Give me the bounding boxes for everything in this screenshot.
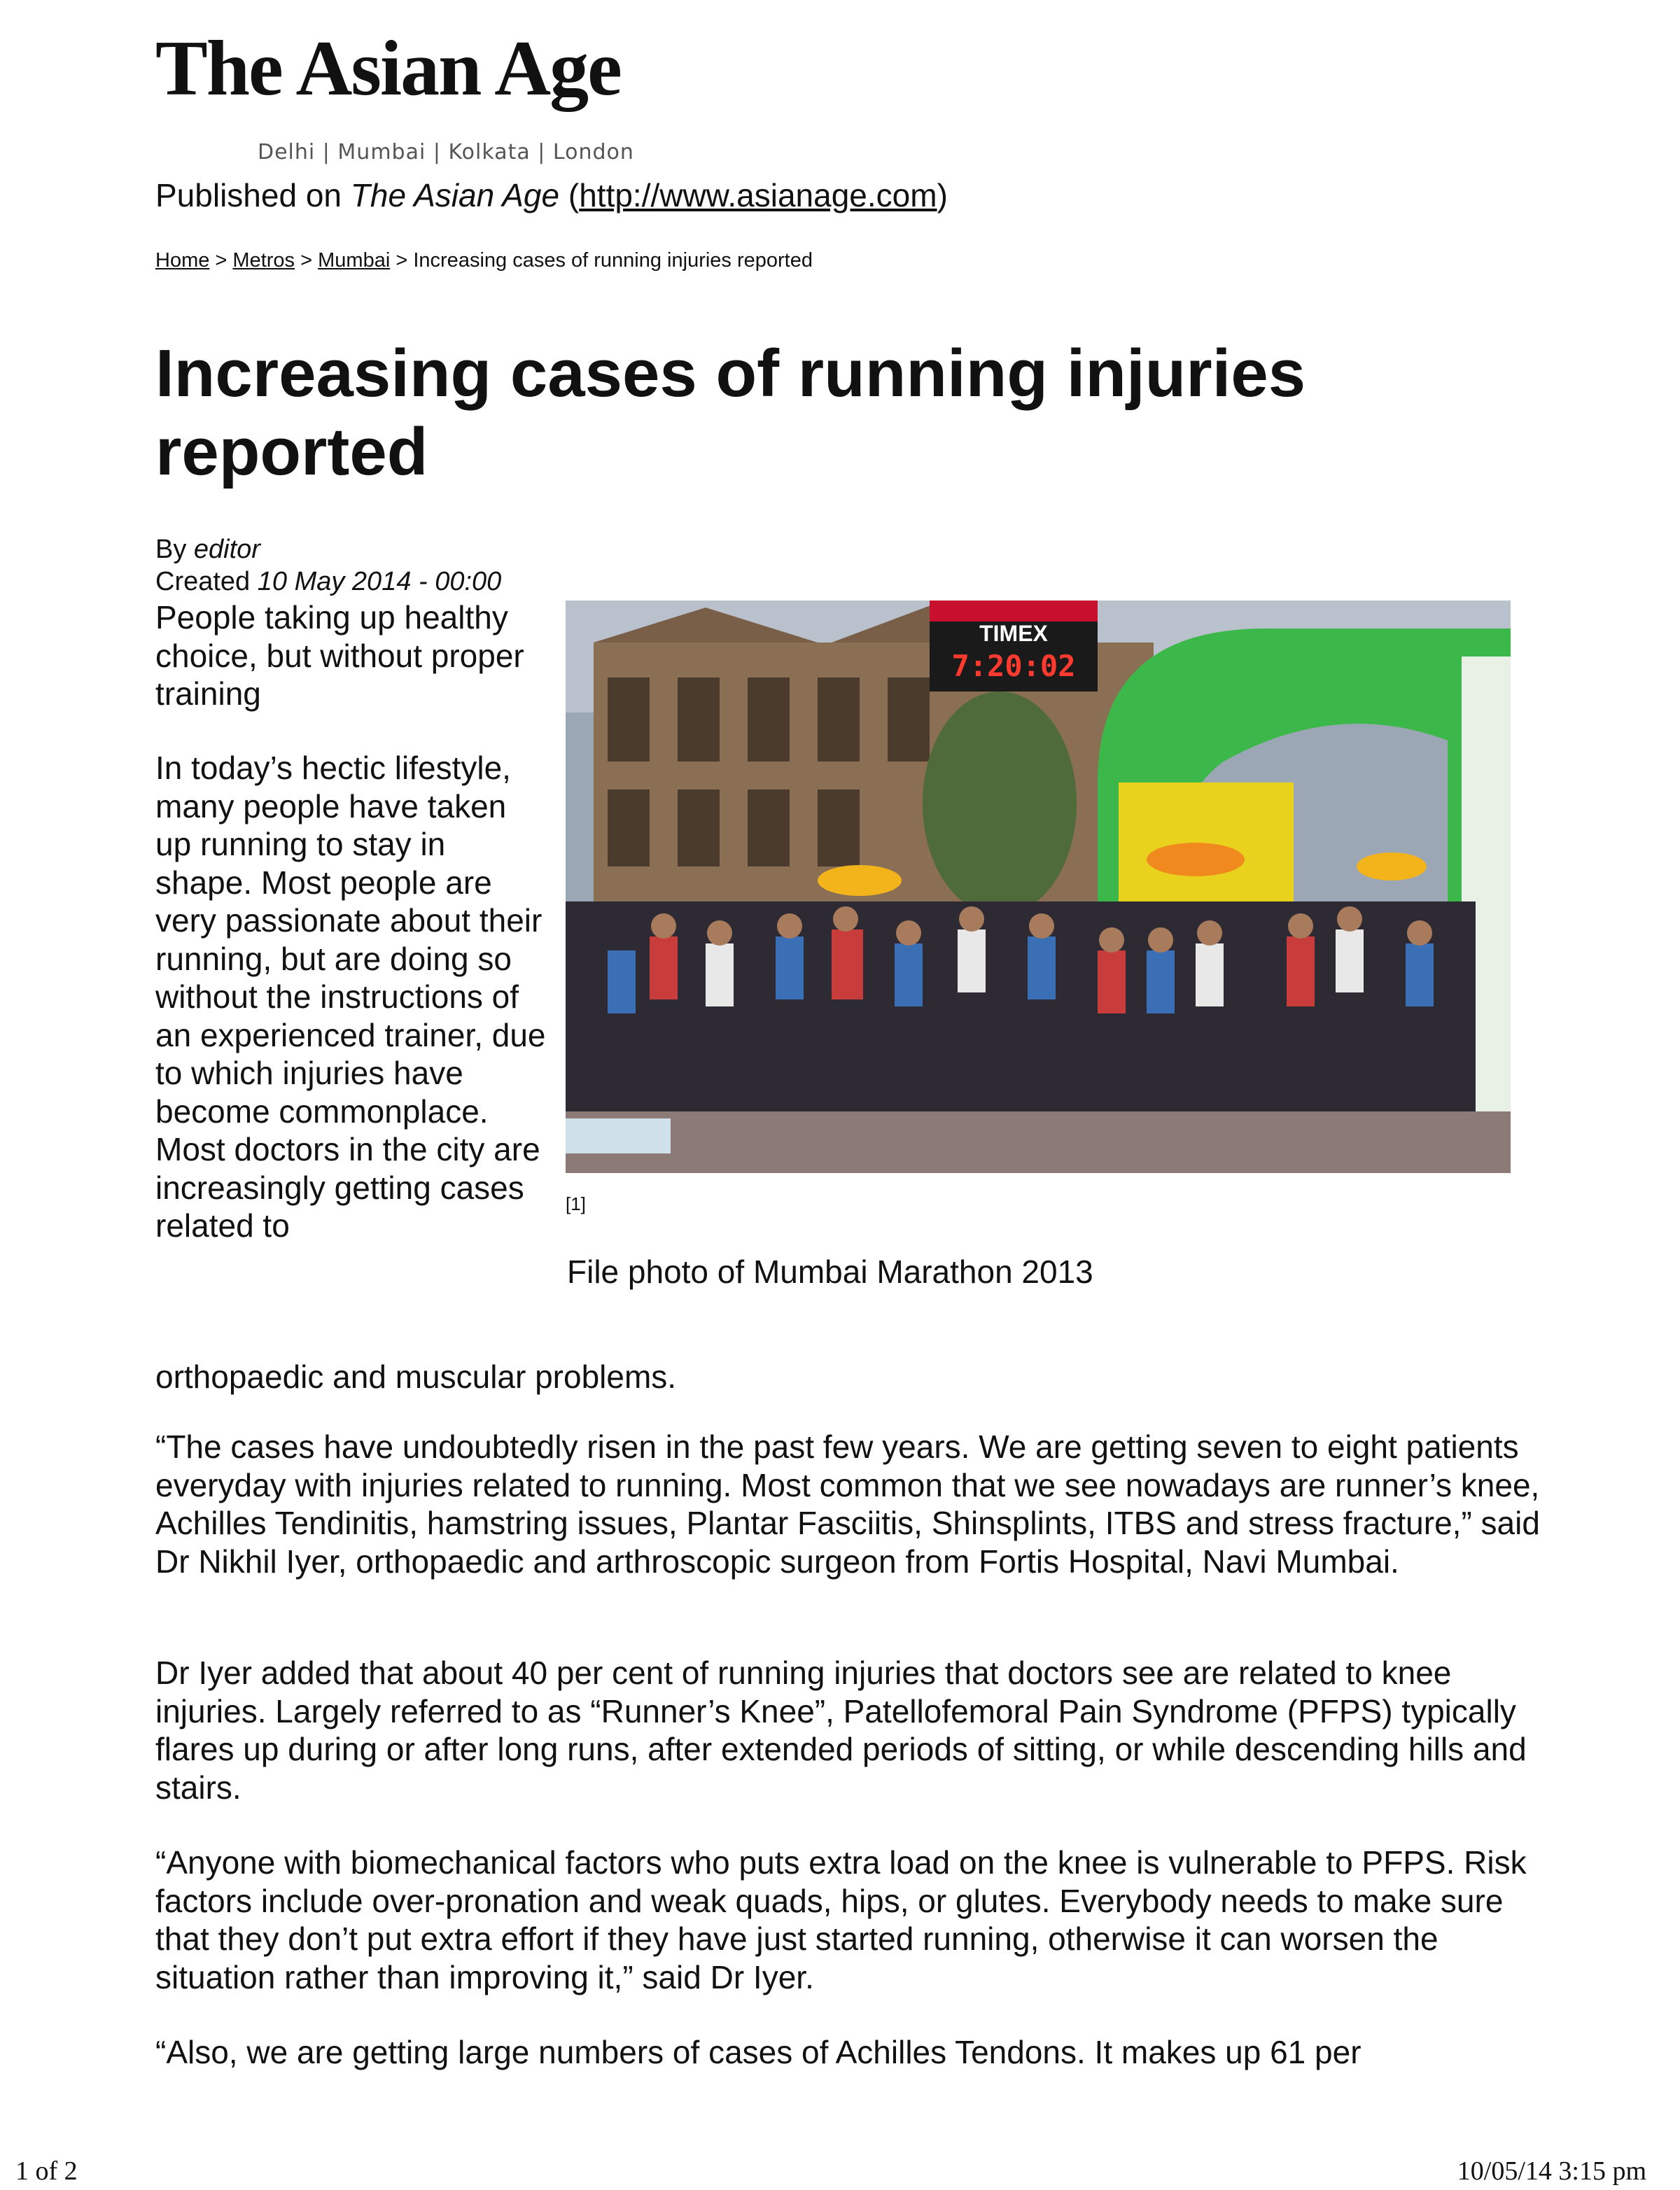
created-date: 10 May 2014 - 00:00 xyxy=(257,567,502,596)
masthead-logo xyxy=(155,25,799,169)
author-name: editor xyxy=(193,535,260,564)
created-line xyxy=(155,566,501,598)
logo-wordmark: The Asian Age xyxy=(155,25,621,112)
breadcrumb-separator: > xyxy=(295,249,318,272)
published-line xyxy=(155,176,948,214)
logo-editions: Delhi | Mumbai | Kolkata | London xyxy=(258,140,634,164)
print-timestamp: 10/05/14 3:15 pm xyxy=(1457,2156,1646,2186)
byline xyxy=(155,533,501,598)
breadcrumb-mumbai-link[interactable]: Mumbai xyxy=(318,249,391,272)
published-open-paren: ( xyxy=(559,177,580,213)
article-paragraph: “Also, we are getting large numbers of cases of Achilles Tendons. It makes up 61 per xyxy=(155,2034,1362,2070)
published-close-paren: ) xyxy=(937,177,948,213)
breadcrumb-separator: > xyxy=(209,249,233,272)
photo-footnote-ref: [1] xyxy=(566,1193,586,1214)
article-paragraph: “The cases have undoubtedly risen in the past few years. We are getting seven to eight patients everyday with injuries related to running. Most common that we see nowadays are runner’s knee, Achilles Tendinitis, hamstring issues, Plantar Fasciitis, Shinsplints, ITBS and stress fracture,” said Dr Nikhil Iyer, orthopaedic and arthroscopic surgeon from Fortis Hospital, Navi Mumbai. xyxy=(155,1429,1540,1580)
page-counter: 1 of 2 xyxy=(15,2156,78,2186)
clock-time: 7:20:02 xyxy=(951,649,1076,683)
author-line xyxy=(155,533,501,566)
breadcrumb-home-link[interactable]: Home xyxy=(155,249,210,272)
article-lead: People taking up healthy choice, but without proper training xyxy=(155,599,524,712)
article-paragraph: Dr Iyer added that about 40 per cent of running injuries that doctors see are related to knee injuries. Largely referred to as “Runner’s Knee”, Patellofemoral Pain Syndrome (PFPS) typically flares up during or after long runs, after extended periods of sitting, or while descending hills and stairs. xyxy=(155,1655,1527,1806)
created-label: Created xyxy=(155,567,258,596)
site-url-link[interactable]: http://www.asianage.com xyxy=(579,177,937,213)
clock-brand: TIMEX xyxy=(979,621,1048,646)
article-intro-end: orthopaedic and muscular problems. xyxy=(155,1359,677,1395)
published-prefix: Published on xyxy=(155,177,351,213)
breadcrumb-current: Increasing cases of running injuries reported xyxy=(413,249,813,272)
breadcrumb-metros-link[interactable]: Metros xyxy=(232,249,295,272)
race-clock xyxy=(930,601,1098,692)
article-paragraph: “Anyone with biomechanical factors who puts extra load on the knee is vulnerable to PFPS. Risk factors include over-pronation and weak quads, hips, or glutes. Everybody needs to make sure that they don’t put extra effort if they have just started running, otherwise it can worsen the situation rather than improving it,” said Dr Iyer. xyxy=(155,1844,1527,1995)
article-intro: In today’s hectic lifestyle, many people have taken up running to stay in shape. Most people are very passionate about their running, but are doing so without the instructions of an experienced trainer, due to which injuries have become commonplace. Most doctors in the city are increasingly getting cases related to xyxy=(155,750,546,1244)
photo-caption: File photo of Mumbai Marathon 2013 xyxy=(567,1254,1093,1290)
site-name: The Asian Age xyxy=(350,177,560,213)
by-label: By xyxy=(155,535,194,564)
breadcrumb-separator: > xyxy=(390,249,414,272)
marathon-photo xyxy=(566,601,1511,1173)
breadcrumb xyxy=(155,249,813,272)
article-headline: Increasing cases of running injuries reported xyxy=(155,336,1306,489)
